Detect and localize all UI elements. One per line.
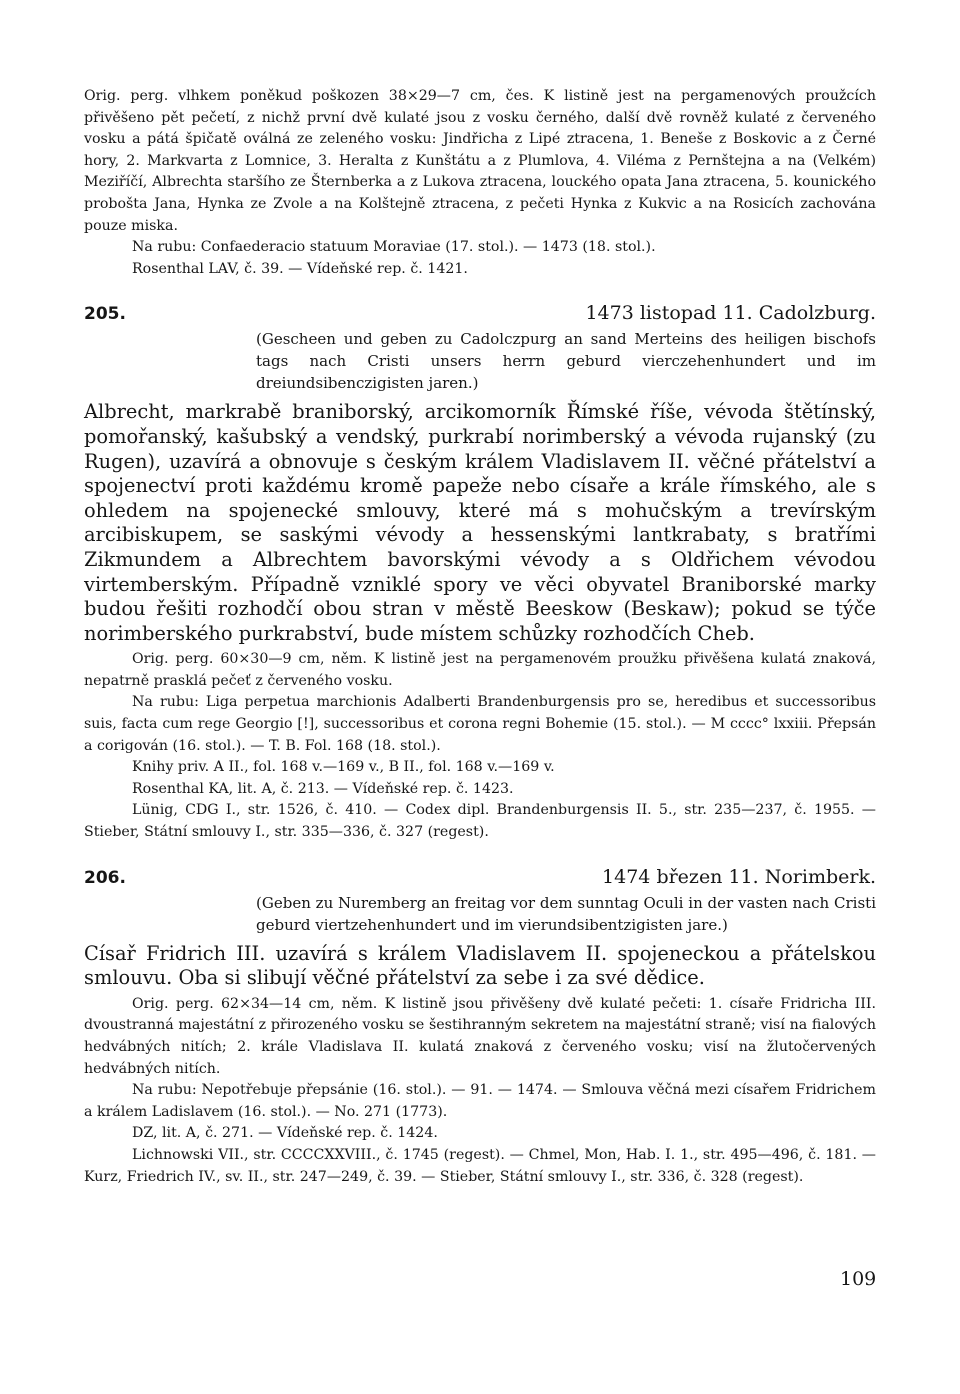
- entry-summary: Císař Fridrich III. uzavírá s králem Vladislavem II. spojeneckou a přátelskou smlouvu. Oba si slibují věčné přátelství za sebe i za své dědice.: [84, 941, 876, 990]
- entry-note: Orig. perg. 62×34—14 cm, něm. K listině jsou přivěšeny dvě kulaté pečeti: 1. císaře Fridricha III. dvoustranná majestátní z přirozeného vosku se šestihranným sekretem na majestátní straně; visí na fialových hedvábných nitích; 2. krále Vladislava II. kulatá znaková z červeného vosku; visí na žlutočervených hedvábných nitích.: [84, 995, 876, 1077]
- entry-note: Lünig, CDG I., str. 1526, č. 410. — Codex dipl. Brandenburgensis II. 5., str. 235—237, č. 1955. — Stieber, Státní smlouvy I., str. 335—336, č. 327 (regest).: [84, 802, 876, 841]
- entry-note: Rosenthal KA, lit. A, č. 213. — Vídeňské rep. č. 1423.: [132, 780, 514, 797]
- entry-note: Orig. perg. 60×30—9 cm, něm. K listině jest na pergamenovém proužku přivěšena kulatá znaková, nepatrně prasklá pečeť z červeného vosku.: [84, 651, 876, 689]
- entry-note: Knihy priv. A II., fol. 168 v.—169 v., B II., fol. 168 v.—169 v.: [132, 759, 555, 776]
- prev-entry-notes: [84, 86, 876, 280]
- entry-number: 206.: [84, 867, 126, 888]
- entry-205: [84, 302, 876, 843]
- entry-number: 205.: [84, 304, 126, 325]
- entry-note: DZ, lit. A, č. 271. — Vídeňské rep. č. 1424.: [132, 1125, 438, 1142]
- entry-incipit: (Gescheen und geben zu Cadolczpurg an sand Merteins des heiligen bischofs tags nach Cristi unsers herrn geburd vierczehenhundert und im dreiundsibenczigisten jaren.): [256, 330, 876, 393]
- entry-note: Lichnowski VII., str. CCCCXXVIII., č. 1745 (regest). — Chmel, Mon, Hab. I. 1., str. 495—496, č. 181. — Kurz, Friedrich IV., sv. II., str. 247—249, č. 39. — Stieber, Státní smlouvy I., str. 336, č. 328 (regest).: [84, 1146, 876, 1185]
- entry-date-place: 1473 listopad 11. Cadolzburg.: [585, 302, 876, 325]
- reference-note: Rosenthal LAV, č. 39. — Vídeňské rep. č. 1421.: [132, 260, 468, 277]
- entry-206: [84, 866, 876, 1189]
- entry-note: Na rubu: Liga perpetua marchionis Adalberti Brandenburgensis pro se, heredibus et successoribus suis, facta cum rege Georgio [!], successoribus et corona regni Bohemie (15. stol.). — M cccc° lxxiii. Přepsán a corigován (16. stol.). — T. B. Fol. 168 (18. stol.).: [84, 694, 876, 754]
- entry-header: [84, 302, 876, 324]
- page-number: 109: [840, 1268, 877, 1290]
- verso-note: Na rubu: Confaederacio statuum Moraviae (17. stol.). — 1473 (18. stol.).: [132, 239, 656, 256]
- entry-note: Na rubu: Nepotřebuje přepsánie (16. stol.). — 91. — 1474. — Smlouva věčná mezi císařem Fridrichem a králem Ladislavem (16. stol.). — No. 271 (1773).: [84, 1082, 876, 1120]
- entry-incipit: (Geben zu Nuremberg an freitag vor dem sunntag Oculi in der vasten nach Cristi geburd viertzehenhundert und im vierundsibentzigisten jare.): [256, 893, 876, 934]
- entry-summary: Albrecht, markrabě braniborský, arcikomorník Římské říše, vévoda štětínský, pomořanský, kašubský a vendský, purkrabí norimberský a vévoda rujanský (zu Rugen), uzavírá a obnovuje s českým králem Vladislavem II. věčné přátelství a spojenectví proti každému kromě papeže nebo císaře a krále římského, ale s ohledem na spojenecké smlouvy, které má s mohučským a trevírským arcibiskupem, se saskými vévody a hessenskými lantkrabaty, s bratřími Zikmundem a Albrechtem bavorskými vévody a s Oldřichem vévodou virtemberským. Případně vzniklé spory ve věci obyvatel Braniborské marky budou řešiti rozhodčí obou stran v městě Beeskow (Beskaw); pokud se týče norimberského purkrabství, bude místem schůzky rozhodčích Cheb.: [84, 400, 876, 645]
- entry-date-place: 1474 březen 11. Norimberk.: [602, 865, 876, 888]
- page-body: [84, 86, 876, 1188]
- entry-header: [84, 866, 876, 888]
- seal-description: Orig. perg. vlhkem poněkud poškozen 38×29—7 cm, čes. K listině jest na pergamenových proužcích přivěšeno pět pečetí, z nichž první dvě kulaté jsou z vosku černého, další dvě rovněž kulaté z červeného vosku a pátá špičatě oválná ze zeleného vosku: Jindřicha z Lipé ztracena, 1. Beneše z Boskovic a z Černé hory, 2. Markvarta z Lomnice, 3. Heralta z Kunštátu a z Plumlova, 4. Viléma z Pernštejna a na (Velkém) Meziříčí, Albrechta staršího ze Šternberka a z Lukova ztracena, louckého opata Jana ztracena, 5. kounického probošta Jana, Hynka ze Zvole a na Kolštejně ztracena, z pečeti Hynka z Kukvic a na Rosicích zachována pouze miska.: [84, 88, 876, 234]
